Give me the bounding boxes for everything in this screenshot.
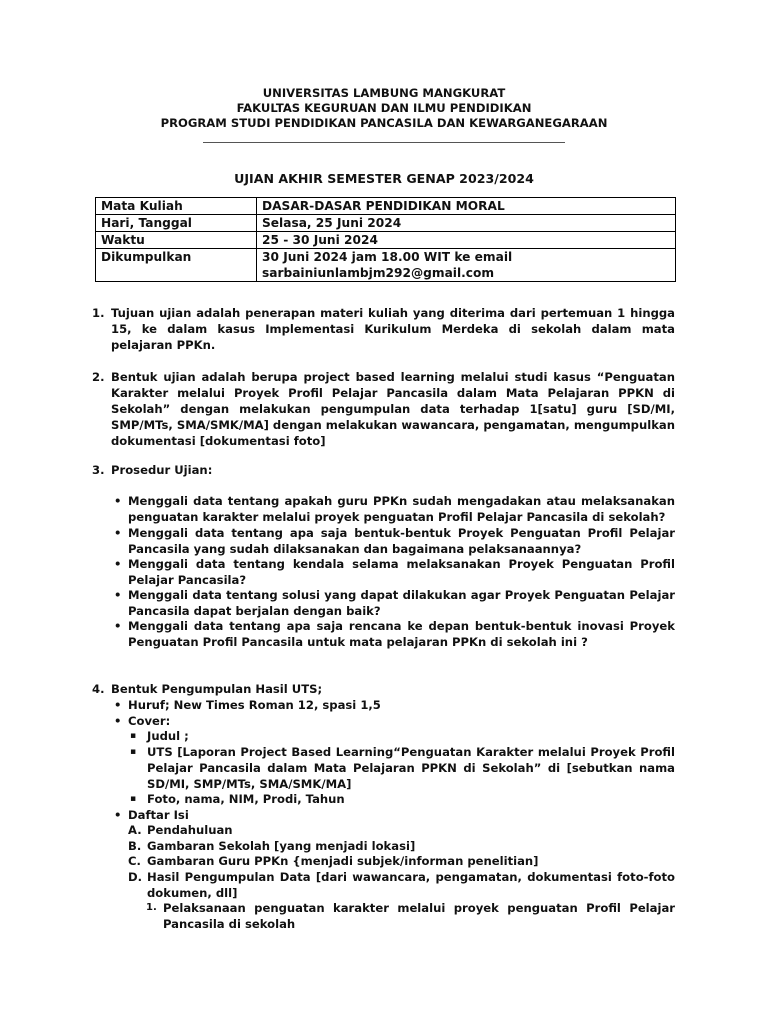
- bullet-icon: •: [114, 588, 122, 602]
- toc-item: Hasil Pengumpulan Data [dari wawancara, pengamatan, dokumentasi foto-foto dokumen, dll]: [147, 870, 675, 900]
- bullet-icon: •: [114, 698, 122, 712]
- bullet-icon: •: [114, 526, 122, 540]
- bullet-icon: •: [114, 619, 122, 633]
- table-value: 25 - 30 Juni 2024: [257, 232, 676, 249]
- toc-letter: A.: [128, 823, 142, 837]
- list-item: [128, 869, 675, 901]
- submission-deadline: 30 Juni 2024 jam 18.00 WIT ke email: [262, 250, 513, 264]
- bullet-icon: •: [114, 494, 122, 508]
- table-row: [96, 249, 676, 282]
- item-number: 1.: [92, 306, 105, 320]
- list-item: [130, 728, 675, 744]
- square-bullet-icon: ▪: [130, 794, 137, 804]
- cover-item: UTS [Laporan Project Based Learning“Penguatan Karakter melalui Proyek Profil Pelajar Pancasila dalam Mata Pelajaran PPKN di Sekolah” di [sebutkan nama SD/MI, SMP/MTs, SMA/SMK/MA]: [147, 745, 675, 791]
- item-text: Bentuk ujian adalah berupa project based learning melalui studi kasus “Penguatan Karakter melalui Proyek Profil Pelajar Pancasila dalam Mata Pelajaran PPKN di Sekolah” dengan melakukan pengumpulan data terhadap 1[satu] guru [SD/MI, SMP/MTs, SMA/SMK/MA] dengan melakukan wawancara, pengamatan, mengumpulkan dokumentasi [dokumentasi foto]: [111, 370, 675, 449]
- table-key: Hari, Tanggal: [96, 215, 257, 232]
- bullet-icon: •: [114, 808, 122, 822]
- item-text: Prosedur Ujian:: [111, 463, 213, 477]
- list-item: [92, 681, 675, 697]
- item-number: 2.: [92, 370, 105, 384]
- procedure-text: Menggali data tentang apa saja bentuk-bentuk Proyek Penguatan Profil Pelajar Pancasila yang sudah dilaksanakan dan bagaimana pelaksanaannya?: [128, 526, 675, 556]
- procedure-text: Menggali data tentang solusi yang dapat dilakukan agar Proyek Penguatan Pelajar Pancasila dapat berjalan dengan baik?: [128, 588, 675, 618]
- procedure-text: Menggali data tentang kendala selama melaksanakan Proyek Penguatan Profil Pelajar Pancasila?: [128, 557, 675, 587]
- table-row: [96, 198, 676, 215]
- list-item: [114, 807, 675, 823]
- cover-item: Foto, nama, NIM, Prodi, Tahun: [147, 792, 345, 806]
- table-key: Waktu: [96, 232, 257, 249]
- item-text: Tujuan ujian adalah penerapan materi kuliah yang diterima dari pertemuan 1 hingga 15, ke dalam kasus Implementasi Kurikulum Merdeka di sekolah dalam mata pelajaran PPKn.: [111, 306, 675, 353]
- cover-item: Judul ;: [147, 729, 189, 743]
- list-item: [114, 525, 675, 557]
- faculty-name: FAKULTAS KEGURUAN DAN ILMU PENDIDIKAN: [236, 101, 532, 115]
- item-number: 4.: [92, 682, 105, 696]
- square-bullet-icon: ▪: [130, 747, 137, 757]
- exam-title: UJIAN AKHIR SEMESTER GENAP 2023/2024: [234, 171, 534, 186]
- bullet-icon: •: [114, 557, 122, 571]
- header-divider: [203, 142, 565, 143]
- toc-label: Daftar Isi: [128, 808, 189, 822]
- list-item: [128, 838, 675, 854]
- program-name: PROGRAM STUDI PENDIDIKAN PANCASILA DAN KEWARGANEGARAAN: [160, 116, 608, 130]
- list-item: [114, 587, 675, 619]
- list-item: [92, 462, 675, 478]
- list-item: [114, 697, 675, 713]
- list-item: [114, 556, 675, 588]
- sub-item-number: 1.: [146, 902, 157, 913]
- list-item: [130, 744, 675, 792]
- toc-item: Gambaran Guru PPKn {menjadi subjek/informan penelitian]: [147, 854, 539, 868]
- square-bullet-icon: ▪: [130, 731, 137, 741]
- list-item: [92, 369, 675, 449]
- toc-letter: C.: [128, 854, 141, 868]
- item-text: Bentuk Pengumpulan Hasil UTS;: [111, 682, 323, 696]
- toc-letter: D.: [128, 870, 143, 884]
- list-item: [114, 713, 675, 729]
- university-name: UNIVERSITAS LAMBUNG MANGKURAT: [262, 86, 506, 100]
- table-key: Mata Kuliah: [96, 198, 257, 215]
- toc-item: Gambaran Sekolah [yang menjadi lokasi]: [147, 839, 416, 853]
- table-value: Selasa, 25 Juni 2024: [257, 215, 676, 232]
- item-number: 3.: [92, 463, 105, 477]
- table-row: [96, 215, 676, 232]
- table-row: [96, 232, 676, 249]
- table-key: Dikumpulkan: [96, 249, 257, 282]
- table-value: DASAR-DASAR PENDIDIKAN MORAL: [257, 198, 676, 215]
- list-item: [146, 900, 675, 932]
- list-item: [114, 618, 675, 650]
- list-item: [128, 853, 675, 869]
- list-item: [130, 791, 675, 807]
- toc-letter: B.: [128, 839, 142, 853]
- toc-item: Pendahuluan: [147, 823, 233, 837]
- list-item: [114, 493, 675, 525]
- sub-item-text: Pelaksanaan penguatan karakter melalui proyek penguatan Profil Pelajar Pancasila di sekolah: [163, 901, 675, 931]
- submission-email: sarbainiunlambjm292@gmail.com: [262, 266, 495, 280]
- procedure-text: Menggali data tentang apakah guru PPKn sudah mengadakan atau melaksanakan penguatan karakter melalui proyek penguatan Profil Pelajar Pancasila di sekolah?: [128, 494, 675, 524]
- exam-info-table: [95, 197, 676, 282]
- list-item: [128, 822, 675, 838]
- font-requirement: Huruf; New Times Roman 12, spasi 1,5: [128, 698, 381, 712]
- table-value: [257, 249, 676, 282]
- list-item: [92, 305, 675, 353]
- procedure-text: Menggali data tentang apa saja rencana ke depan bentuk-bentuk inovasi Proyek Penguatan Profil Pancasila untuk mata pelajaran PPKn di sekolah ini ?: [128, 619, 675, 649]
- bullet-icon: •: [114, 714, 122, 728]
- cover-label: Cover:: [128, 714, 171, 728]
